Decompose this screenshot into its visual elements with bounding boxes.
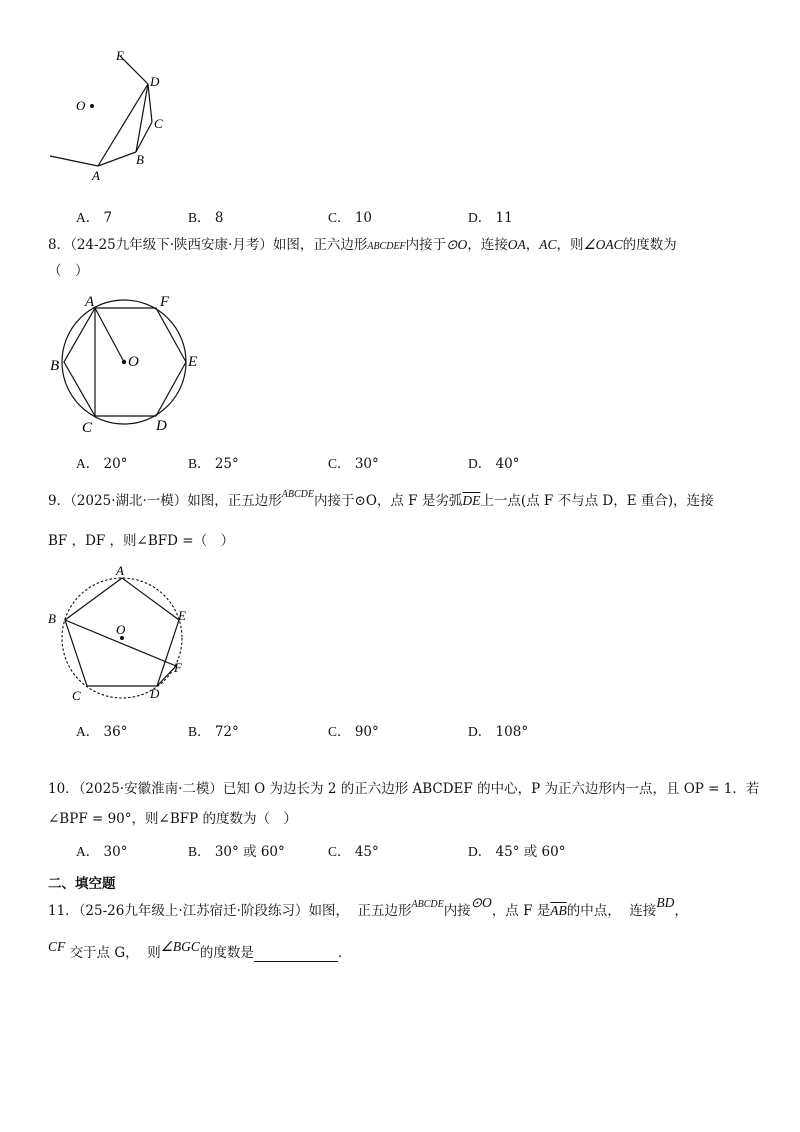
- q8-angle: ∠OAC: [583, 237, 623, 252]
- q8-option-c[interactable]: C． 30°: [328, 456, 379, 472]
- q7-segment-cd: [148, 84, 152, 122]
- q7-option-c-text: 10: [354, 210, 372, 226]
- q10-option-d[interactable]: D． 45° 或 60°: [468, 844, 566, 860]
- q8-label-f: F: [160, 294, 170, 310]
- q11-number: 11．: [48, 903, 79, 919]
- q10-number: 10．: [48, 781, 79, 797]
- q8-label-b: B: [50, 358, 60, 374]
- q10-option-c[interactable]: C． 45°: [328, 844, 379, 860]
- q8-poly: ABCDEF: [367, 241, 406, 252]
- q8-option-d-text: 40°: [495, 456, 520, 472]
- q11-stem-line1: 11．（25-26九年级上·江苏宿迁·阶段练习）如图， 正五边形$^{ABCDE}$内接⊙O，点 F 是$\overline{AB}$的中点， 连接BD，: [48, 895, 688, 919]
- q11-poly: ABCDE: [411, 899, 444, 910]
- q10-stem-line1: 10．（2025·安徽淮南·二模）已知 O 为边长为 2 的正六边形 ABCDEF 的中心，P 为正六边形内一点，且 OP = 1．若: [48, 781, 760, 797]
- q8-number: 8．: [48, 237, 71, 253]
- q7-option-b[interactable]: B． 8: [188, 210, 224, 226]
- q7-label-o: O: [76, 98, 86, 113]
- q8-label-e: E: [188, 354, 198, 370]
- q7-label-c: C: [154, 116, 163, 131]
- q8-option-a[interactable]: A． 20°: [76, 456, 128, 472]
- q8-circle-o: ⊙O: [446, 237, 468, 252]
- q11-stem-line2: CF 交于点 G， 则∠BGC的度数是 ．: [48, 939, 352, 961]
- q8-stem: 8．（24-25九年级下·陕西安康·月考）如图，正六边形ABCDEF内接于⊙O，连接OA，AC，则∠OAC的度数为: [48, 237, 677, 253]
- q7-figure: [40, 40, 190, 190]
- q7-option-a-text: 7: [103, 210, 113, 226]
- q8-ac: AC: [539, 237, 557, 252]
- q10-option-a[interactable]: A． 30°: [76, 844, 128, 860]
- q9-option-c-text: 90°: [354, 724, 379, 740]
- q7-label-d: D: [150, 74, 160, 89]
- q9-arc-de: $\overline{DE}$: [462, 493, 481, 508]
- q9-option-b-text: 72°: [214, 724, 239, 740]
- q7-segment-ab: [98, 152, 136, 166]
- q9-stem-line2: BF ，DF ，则∠BFD =（ ）: [48, 533, 235, 549]
- q9-label-d: D: [150, 686, 160, 701]
- q10-option-b-text: 30° 或 60°: [214, 844, 285, 860]
- q9-source: （2025·湖北·一模）如图，正五边形: [70, 493, 282, 509]
- q11-bd: BD: [656, 895, 675, 910]
- q10-option-c-text: 45°: [354, 844, 379, 860]
- q9-label-b: B: [48, 611, 56, 626]
- q8-option-c-text: 30°: [354, 456, 379, 472]
- q9-option-c[interactable]: C． 90°: [328, 724, 379, 740]
- q8-figure: [44, 292, 214, 434]
- q9-label-a: A: [116, 563, 124, 578]
- q11-source: （25-26九年级上·江苏宿迁·阶段练习）如图，: [78, 903, 349, 919]
- q9-option-b[interactable]: B． 72°: [188, 724, 239, 740]
- q11-arc-ab: $\overline{AB}$: [550, 903, 567, 918]
- q9-number: 9．: [48, 493, 71, 509]
- q7-segment-de: [120, 56, 148, 84]
- q7-label-e: E: [116, 48, 124, 63]
- q8-option-d[interactable]: D． 40°: [468, 456, 520, 472]
- q10-option-d-text: 45° 或 60°: [495, 844, 566, 860]
- q9-label-f: F: [174, 660, 182, 675]
- q9-option-d-text: 108°: [495, 724, 529, 740]
- q9-option-d[interactable]: D． 108°: [468, 724, 529, 740]
- q10-stem-line2: ∠BPF = 90°，则∠BFP 的度数为（ ）: [48, 811, 297, 827]
- q11-angle: ∠BGC: [160, 939, 200, 954]
- q7-option-d[interactable]: D． 11: [468, 210, 513, 226]
- q9-option-a-text: 36°: [103, 724, 128, 740]
- q8-option-b-text: 25°: [214, 456, 239, 472]
- q7-label-b: B: [136, 152, 144, 167]
- q8-segment-oa: [95, 308, 124, 362]
- q7-center-dot: [90, 104, 94, 108]
- q8-label-o: O: [128, 354, 139, 370]
- q11-cf: CF: [48, 939, 66, 954]
- q7-option-a[interactable]: A． 7: [76, 210, 113, 226]
- q8-source: （24-25九年级下·陕西安康·月考）如图，正六边形: [70, 237, 368, 253]
- q8-label-d: D: [156, 418, 167, 434]
- q7-option-c[interactable]: C． 10: [328, 210, 372, 226]
- q9-label-e: E: [178, 608, 186, 623]
- q10-option-b[interactable]: B． 30° 或 60°: [188, 844, 285, 860]
- q7-option-d-text: 11: [495, 210, 513, 226]
- q8-option-a-text: 20°: [103, 456, 128, 472]
- section-title-fill-blank: 二、填空题: [48, 876, 116, 892]
- q8-label-a: A: [85, 294, 95, 310]
- q9-label-c: C: [72, 688, 81, 702]
- q8-answer-paren: （ ）: [48, 263, 89, 279]
- q9-label-o: O: [116, 622, 126, 637]
- q7-option-b-text: 8: [214, 210, 224, 226]
- q8-oa: OA: [507, 237, 526, 252]
- q7-segment-ray: [50, 156, 98, 166]
- q7-label-a: A: [92, 168, 100, 183]
- q10-option-a-text: 30°: [103, 844, 128, 860]
- q8-label-c: C: [82, 420, 93, 434]
- q11-answer-blank[interactable]: [254, 947, 338, 962]
- q9-stem-line1: 9．（2025·湖北·一模）如图，正五边形$^{ABCDE}$内接于⊙O，点 F 是劣弧$\overline{DE}$上一点(点 F 不与点 D，E 重合)，连接: [48, 489, 714, 509]
- q9-figure: [44, 560, 204, 702]
- q8-center-dot: [122, 360, 126, 364]
- q11-circle-o: ⊙O: [470, 895, 492, 910]
- q9-poly: ABCDE: [281, 489, 315, 500]
- q8-option-b[interactable]: B． 25°: [188, 456, 239, 472]
- q9-option-a[interactable]: A． 36°: [76, 724, 128, 740]
